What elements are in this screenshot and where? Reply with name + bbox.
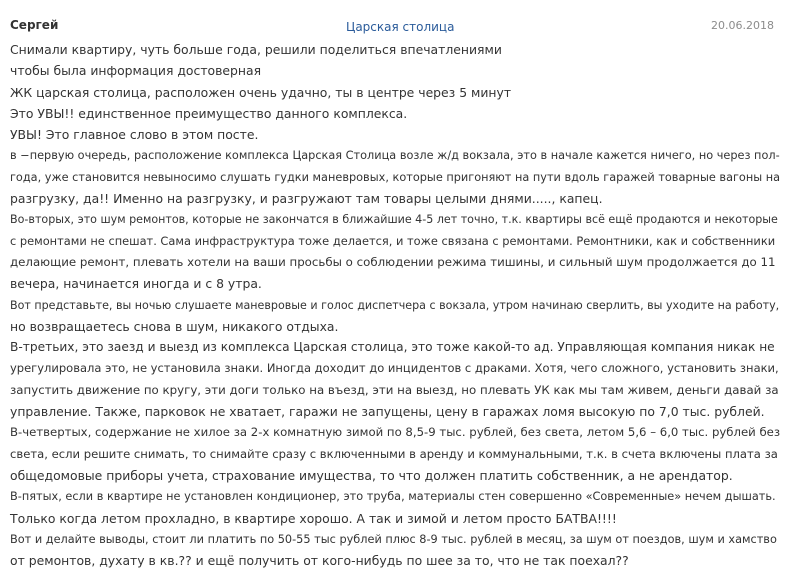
review-text-line: вечера, начинается иногда и с 8 утра. — [10, 276, 262, 292]
review-text-line: УВЫ! Это главное слово в этом посте. — [10, 127, 259, 143]
review-text-line: ЖК царская столица, расположен очень удачно, ты в центре через 5 минут — [10, 84, 512, 100]
review-text-line: Только когда летом прохладно, в квартире хорошо. А так и зимой и летом просто БАТВА!!!! — [10, 510, 617, 526]
review-text-line: В-третьих, это заезд и выезд из комплекса Царская столица, это тоже какой-то ад. Управляющая компания никак не — [10, 340, 775, 355]
review-header — [0, 0, 786, 38]
review-text-line: запустить движение по кругу, эти доги только на въезд, эти на выезд, но плевать УК как мы там живем, деньги давай за — [10, 382, 779, 397]
review-text-line: В-пятых, если в квартире не установлен кондиционер, это труба, материалы стен совершенно «Современные» нечем дышать. — [10, 490, 776, 504]
review-text-line: с ремонтами не спешат. Сама инфраструктура тоже делается, и тоже связана с ремонтами. Ремонтники, как и собственники — [10, 233, 776, 248]
review-date: 20.06.2018 — [711, 19, 774, 32]
review-text-line: В-четвертых, содержание не хилое за 2-х комнатную зимой по 8,5-9 тыс. рублей, без света, летом 5,6 – 6,0 тыс. рублей без — [10, 425, 781, 440]
complex-link[interactable]: Царская столица — [346, 20, 455, 34]
review-text-line: Снимали квартиру, чуть больше года, решили поделиться впечатлениями — [10, 42, 502, 57]
review-text-line: разгрузку, да!! Именно на разгрузку, и разгружают там товары целыми днями....., капец. — [10, 191, 603, 207]
review-text-line: управление. Также, парковок не хватает, гаражи не запущены, цену в гаражах ломя высокую по 7,0 тыс. рублей. — [10, 404, 765, 420]
review-text-line: урегулировала это, не установила знаки. Иногда доходит до инцидентов с драками. Хотя, чего сложного, установить знаки, — [10, 361, 779, 376]
review-text-line: Вот представьте, вы ночью слушаете маневровые и голос диспетчера с вокзала, утром начинаю сверлить, вы уходите на работу, — [10, 298, 780, 312]
review-text-line: но возвращаетесь снова в шум, никакого отдыха. — [10, 318, 339, 334]
review-text-line: Вот и делайте выводы, стоит ли платить по 50-55 тыс рублей плюс 8-9 тыс. рублей в месяц, за шум от поездов, шум и хамство — [10, 532, 777, 546]
review-text-line: от ремонтов, духату в кв.?? и ещё получить от кого-нибудь по шее за то, что не так поехал?? — [10, 553, 629, 569]
review-text-line: общедомовые приборы учета, страхование имущества, то что должен платить собственник, а не арендатор. — [10, 467, 733, 483]
review-author: Сергей — [10, 18, 59, 32]
review-text — [10, 39, 780, 571]
review-text-line: Во-вторых, это шум ремонтов, которые не закончатся в ближайшие 4-5 лет точно, т.к. квартиры всё ещё продаются и некоторые — [10, 213, 778, 227]
review-text-line: делающие ремонт, плевать хотели на ваши просьбы о соблюдении режима тишины, и сильный шум продолжается до 11 — [10, 254, 776, 269]
review-text-line: света, если решите снимать, то снимайте сразу с включенными в аренду и коммунальными, т.к. в счета включены плата за — [10, 446, 778, 461]
review-text-line: в −первую очередь, расположение комплекса Царская Столица возле ж/д вокзала, это в начале кажется ничего, но через пол- — [10, 149, 780, 163]
review-text-line: года, уже становится невыносимо слушать гудки маневровых, которые пригоняют на пути вдоль гаражей товарные вагоны на — [10, 170, 781, 184]
review-text-line: чтобы была информация достоверная — [10, 63, 262, 79]
review-text-line: Это УВЫ!! единственное преимущество данного комплекса. — [10, 105, 408, 121]
